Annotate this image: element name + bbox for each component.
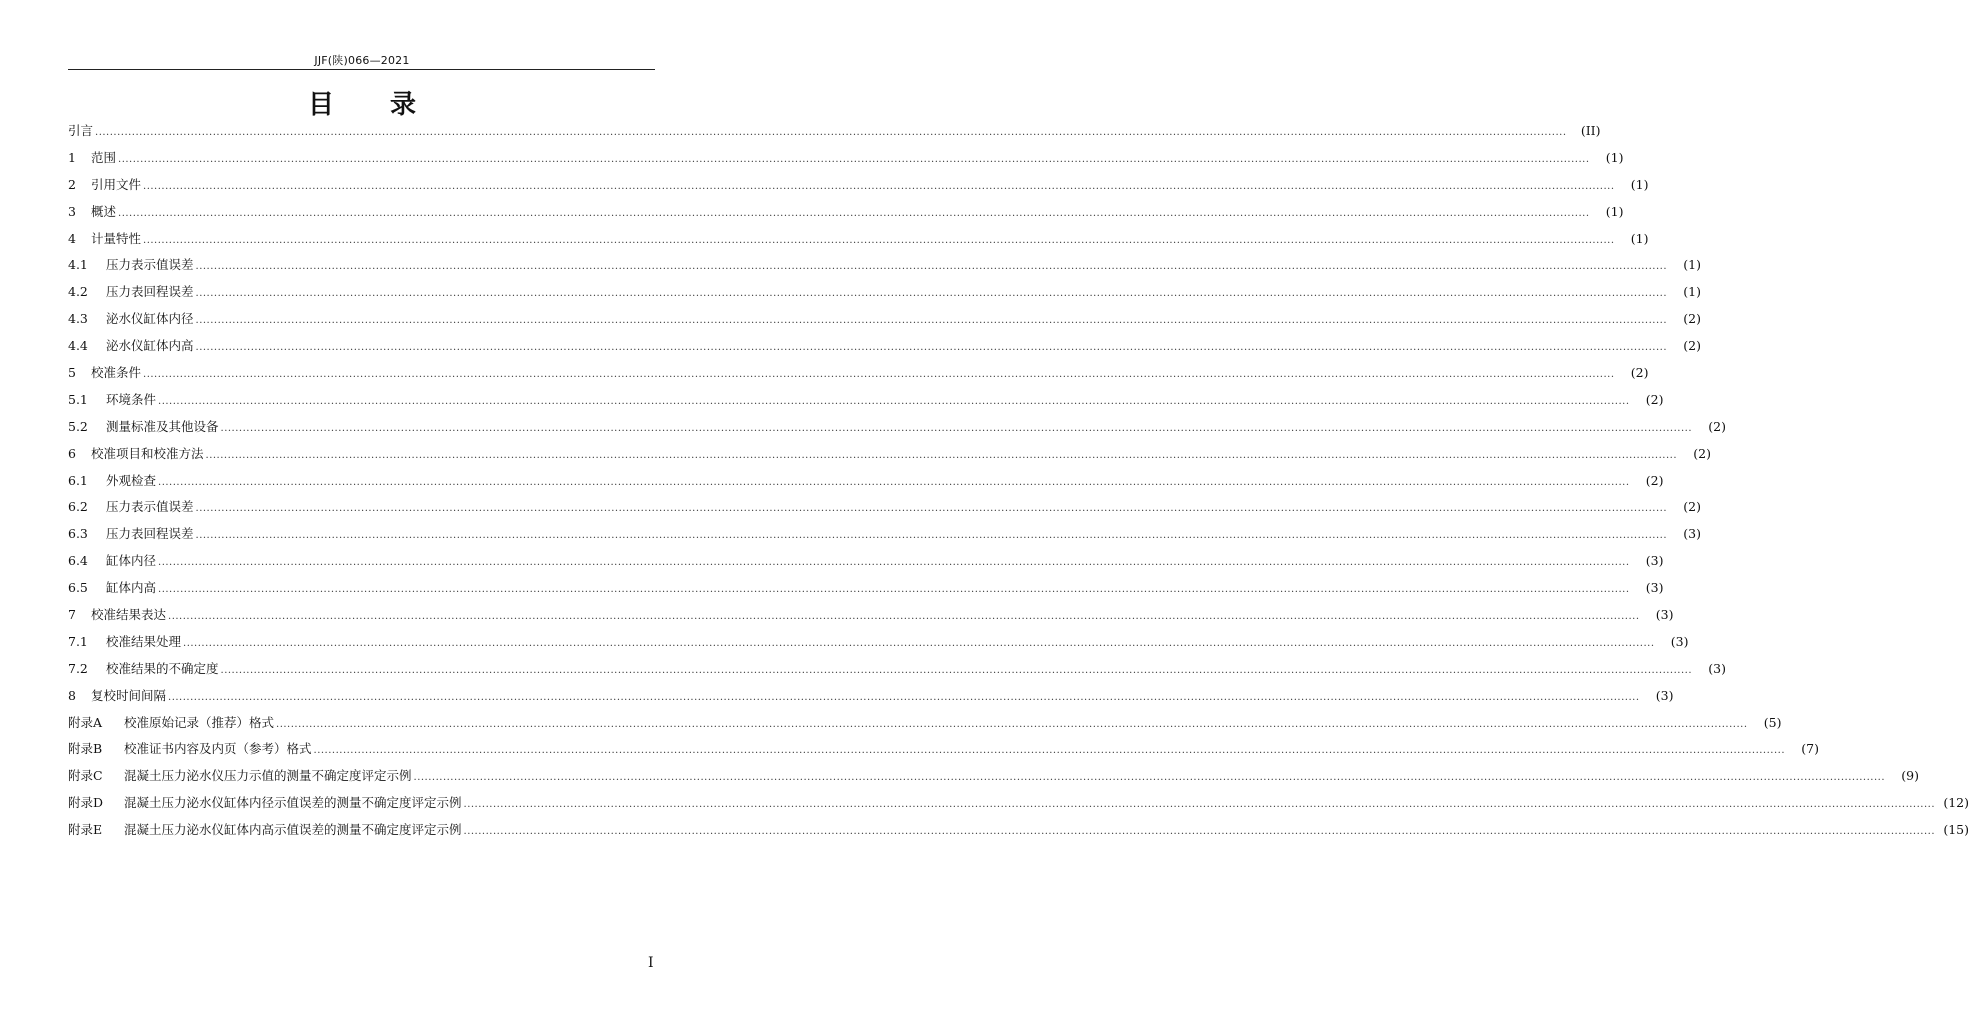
toc-entry-number: 附录A bbox=[68, 714, 103, 730]
toc-entry[interactable] bbox=[68, 417, 1726, 444]
toc-leader-dots: ................................................................................................................................................................................................................................................................................................................................................................................................................ bbox=[158, 557, 1630, 569]
toc-entry[interactable] bbox=[68, 390, 1664, 417]
toc-entry-number: 2 bbox=[68, 176, 76, 192]
toc-entry-page: (2) bbox=[1630, 365, 1649, 381]
toc-entry[interactable] bbox=[68, 229, 1649, 256]
toc-entry-number: 8 bbox=[68, 687, 76, 703]
toc-entry[interactable] bbox=[68, 363, 1649, 390]
toc-entry-page: (3) bbox=[1645, 553, 1664, 569]
toc-entry-number: 4 bbox=[68, 230, 76, 246]
toc-entry-title: 外观检查 bbox=[106, 472, 157, 488]
page-number: I bbox=[648, 955, 654, 971]
toc-leader-dots: ................................................................................................................................................................................................................................................................................................................................................................................................................ bbox=[205, 449, 1677, 461]
toc-entry-number: 4.2 bbox=[68, 284, 88, 300]
toc-entry-number: 5.1 bbox=[68, 391, 88, 407]
toc-entry[interactable] bbox=[68, 713, 1782, 740]
toc-entry-number: 6.4 bbox=[68, 553, 88, 569]
toc-entry[interactable] bbox=[68, 202, 1624, 229]
toc-entry-title: 压力表回程误差 bbox=[106, 284, 194, 300]
toc-entry-title: 混凝土压力泌水仪缸体内高示值误差的测量不确定度评定示例 bbox=[124, 822, 462, 838]
toc-leader-dots: ................................................................................................................................................................................................................................................................................................................................................................................................................ bbox=[195, 530, 1667, 542]
toc-entry[interactable] bbox=[68, 605, 1674, 632]
toc-entry-number: 6.5 bbox=[68, 580, 88, 596]
toc-entry-number: 6.3 bbox=[68, 526, 88, 542]
toc-entry-number: 5.2 bbox=[68, 418, 88, 434]
toc-entry-title: 泌水仪缸体内径 bbox=[106, 311, 194, 327]
toc-entry-page: (2) bbox=[1683, 499, 1701, 515]
toc-entry-number: 1 bbox=[68, 149, 76, 165]
toc-entry-page: (1) bbox=[1683, 284, 1701, 300]
toc-entry-number: 6.1 bbox=[68, 472, 88, 488]
toc-entry-number: 7.2 bbox=[68, 660, 88, 676]
toc-entry-page: (3) bbox=[1655, 687, 1674, 703]
toc-entry-title: 范围 bbox=[91, 149, 117, 165]
toc-entry-number: 附录D bbox=[68, 795, 104, 811]
toc-entry-number: 6 bbox=[68, 445, 76, 461]
toc-entry-title: 校准条件 bbox=[91, 365, 142, 381]
toc-entry-title: 缸体内高 bbox=[106, 580, 157, 596]
toc-entry[interactable] bbox=[68, 659, 1726, 686]
toc-entry[interactable] bbox=[68, 578, 1664, 605]
toc-entry[interactable] bbox=[68, 471, 1664, 498]
toc-entry-page: (1) bbox=[1683, 257, 1701, 273]
toc-leader-dots: ................................................................................................................................................................................................................................................................................................................................................................................................................ bbox=[195, 261, 1667, 273]
toc-entry-page: (2) bbox=[1683, 338, 1701, 354]
toc-entry[interactable] bbox=[68, 121, 1601, 148]
toc-leader-dots: ................................................................................................................................................................................................................................................................................................................................................................................................................ bbox=[220, 422, 1692, 434]
toc-entry-number: 5 bbox=[68, 365, 76, 381]
toc-leader-dots: ................................................................................................................................................................................................................................................................................................................................................................................................................ bbox=[195, 503, 1667, 515]
toc-entry-page: (9) bbox=[1901, 768, 1919, 784]
toc-leader-dots: ................................................................................................................................................................................................................................................................................................................................................................................................................ bbox=[118, 207, 1590, 219]
toc-entry-page: (1) bbox=[1630, 176, 1649, 192]
toc-leader-dots: ................................................................................................................................................................................................................................................................................................................................................................................................................ bbox=[168, 691, 1640, 703]
toc-entry-number: 7.1 bbox=[68, 633, 88, 649]
table-of-contents bbox=[68, 121, 1969, 847]
toc-entry-page: (7) bbox=[1801, 741, 1819, 757]
toc-entry-title: 校准结果表达 bbox=[91, 607, 167, 623]
toc-entry[interactable] bbox=[68, 739, 1819, 766]
toc-entry-title: 校准结果处理 bbox=[106, 633, 182, 649]
page-title bbox=[0, 84, 724, 121]
toc-leader-dots: ................................................................................................................................................................................................................................................................................................................................................................................................................ bbox=[413, 772, 1885, 784]
toc-entry-title: 概述 bbox=[91, 203, 117, 219]
toc-entry-page: (1) bbox=[1630, 230, 1649, 246]
toc-entry-number: 4.4 bbox=[68, 338, 88, 354]
toc-entry[interactable] bbox=[68, 336, 1701, 363]
toc-entry-title: 复校时间间隔 bbox=[91, 687, 167, 703]
toc-leader-dots: ................................................................................................................................................................................................................................................................................................................................................................................................................ bbox=[158, 395, 1630, 407]
toc-entry-number: 附录B bbox=[68, 741, 103, 757]
toc-entry-title: 压力表示值误差 bbox=[106, 499, 194, 515]
toc-entry-page: (2) bbox=[1645, 472, 1664, 488]
toc-entry-title: 泌水仪缸体内高 bbox=[106, 338, 194, 354]
toc-entry[interactable] bbox=[68, 766, 1919, 793]
toc-entry[interactable] bbox=[68, 444, 1711, 471]
toc-leader-dots: ................................................................................................................................................................................................................................................................................................................................................................................................................ bbox=[158, 476, 1630, 488]
toc-entry-page: (12) bbox=[1943, 795, 1969, 811]
toc-entry-page: (3) bbox=[1655, 607, 1674, 623]
toc-entry-page: (1) bbox=[1605, 203, 1624, 219]
toc-entry-page: (2) bbox=[1645, 391, 1664, 407]
toc-entry-number: 4.3 bbox=[68, 311, 88, 327]
toc-entry-number: 附录E bbox=[68, 822, 103, 838]
toc-entry-title: 缸体内径 bbox=[106, 553, 157, 569]
toc-leader-dots: ................................................................................................................................................................................................................................................................................................................................................................................................................ bbox=[143, 180, 1615, 192]
toc-leader-dots: ................................................................................................................................................................................................................................................................................................................................................................................................................ bbox=[463, 826, 1935, 838]
title-char-2: 录 bbox=[390, 90, 417, 120]
header-rule bbox=[68, 69, 655, 70]
toc-entry-title: 混凝土压力泌水仪压力示值的测量不确定度评定示例 bbox=[124, 768, 412, 784]
toc-entry-title: 压力表示值误差 bbox=[106, 257, 194, 273]
toc-entry-page: (3) bbox=[1708, 660, 1726, 676]
toc-entry-page: (2) bbox=[1693, 445, 1711, 461]
toc-entry-page: (2) bbox=[1708, 418, 1726, 434]
toc-entry-number: 附录C bbox=[68, 768, 103, 784]
toc-entry-title: 环境条件 bbox=[106, 391, 157, 407]
toc-entry[interactable] bbox=[68, 255, 1701, 282]
toc-entry-page: (2) bbox=[1683, 311, 1701, 327]
toc-entry-title: 引用文件 bbox=[91, 176, 142, 192]
title-char-1: 目 bbox=[307, 90, 334, 120]
toc-entry[interactable] bbox=[68, 524, 1701, 551]
toc-entry-title: 校准原始记录（推荐）格式 bbox=[124, 714, 275, 730]
standard-code: JJF(陕)066—2021 bbox=[314, 54, 410, 67]
toc-leader-dots: ................................................................................................................................................................................................................................................................................................................................................................................................................ bbox=[183, 637, 1655, 649]
toc-entry[interactable] bbox=[68, 551, 1664, 578]
toc-leader-dots: ................................................................................................................................................................................................................................................................................................................................................................................................................ bbox=[158, 584, 1630, 596]
toc-entry-number: 7 bbox=[68, 607, 76, 623]
toc-entry-number: 6.2 bbox=[68, 499, 88, 515]
toc-entry-title: 校准项目和校准方法 bbox=[91, 445, 204, 461]
toc-entry-page: (1) bbox=[1605, 149, 1624, 165]
toc-entry-page: (5) bbox=[1763, 714, 1782, 730]
toc-entry[interactable] bbox=[68, 793, 1969, 820]
toc-entry-title: 引言 bbox=[68, 123, 94, 138]
toc-entry-title: 混凝土压力泌水仪缸体内径示值误差的测量不确定度评定示例 bbox=[124, 795, 462, 811]
toc-leader-dots: ................................................................................................................................................................................................................................................................................................................................................................................................................ bbox=[220, 664, 1692, 676]
toc-entry-title: 测量标准及其他设备 bbox=[106, 418, 219, 434]
toc-leader-dots: ................................................................................................................................................................................................................................................................................................................................................................................................................ bbox=[143, 369, 1615, 381]
toc-leader-dots: ................................................................................................................................................................................................................................................................................................................................................................................................................ bbox=[95, 127, 1567, 138]
toc-entry[interactable] bbox=[68, 497, 1701, 524]
toc-entry[interactable] bbox=[68, 820, 1969, 847]
document-header bbox=[0, 52, 724, 68]
toc-leader-dots: ................................................................................................................................................................................................................................................................................................................................................................................................................ bbox=[143, 234, 1615, 246]
toc-entry-title: 计量特性 bbox=[91, 230, 142, 246]
toc-leader-dots: ................................................................................................................................................................................................................................................................................................................................................................................................................ bbox=[195, 315, 1667, 327]
toc-leader-dots: ................................................................................................................................................................................................................................................................................................................................................................................................................ bbox=[168, 611, 1640, 623]
toc-entry-title: 压力表回程误差 bbox=[106, 526, 194, 542]
toc-leader-dots: ................................................................................................................................................................................................................................................................................................................................................................................................................ bbox=[276, 718, 1748, 730]
toc-entry[interactable] bbox=[68, 309, 1701, 336]
toc-entry-title: 校准证书内容及内页（参考）格式 bbox=[124, 741, 312, 757]
toc-entry-page: (3) bbox=[1670, 633, 1689, 649]
toc-entry-page: (II) bbox=[1580, 123, 1601, 138]
toc-entry[interactable] bbox=[68, 148, 1624, 175]
toc-entry-number: 3 bbox=[68, 203, 76, 219]
toc-entry-page: (3) bbox=[1645, 580, 1664, 596]
toc-entry[interactable] bbox=[68, 175, 1649, 202]
toc-leader-dots: ................................................................................................................................................................................................................................................................................................................................................................................................................ bbox=[118, 153, 1590, 165]
toc-entry[interactable] bbox=[68, 282, 1701, 309]
toc-leader-dots: ................................................................................................................................................................................................................................................................................................................................................................................................................ bbox=[195, 288, 1667, 300]
toc-entry-number: 4.1 bbox=[68, 257, 88, 273]
toc-entry[interactable] bbox=[68, 686, 1674, 713]
toc-leader-dots: ................................................................................................................................................................................................................................................................................................................................................................................................................ bbox=[463, 799, 1935, 811]
toc-entry[interactable] bbox=[68, 632, 1689, 659]
toc-leader-dots: ................................................................................................................................................................................................................................................................................................................................................................................................................ bbox=[313, 745, 1785, 757]
toc-entry-title: 校准结果的不确定度 bbox=[106, 660, 219, 676]
toc-leader-dots: ................................................................................................................................................................................................................................................................................................................................................................................................................ bbox=[195, 342, 1667, 354]
toc-entry-page: (15) bbox=[1943, 822, 1969, 838]
toc-entry-page: (3) bbox=[1683, 526, 1701, 542]
